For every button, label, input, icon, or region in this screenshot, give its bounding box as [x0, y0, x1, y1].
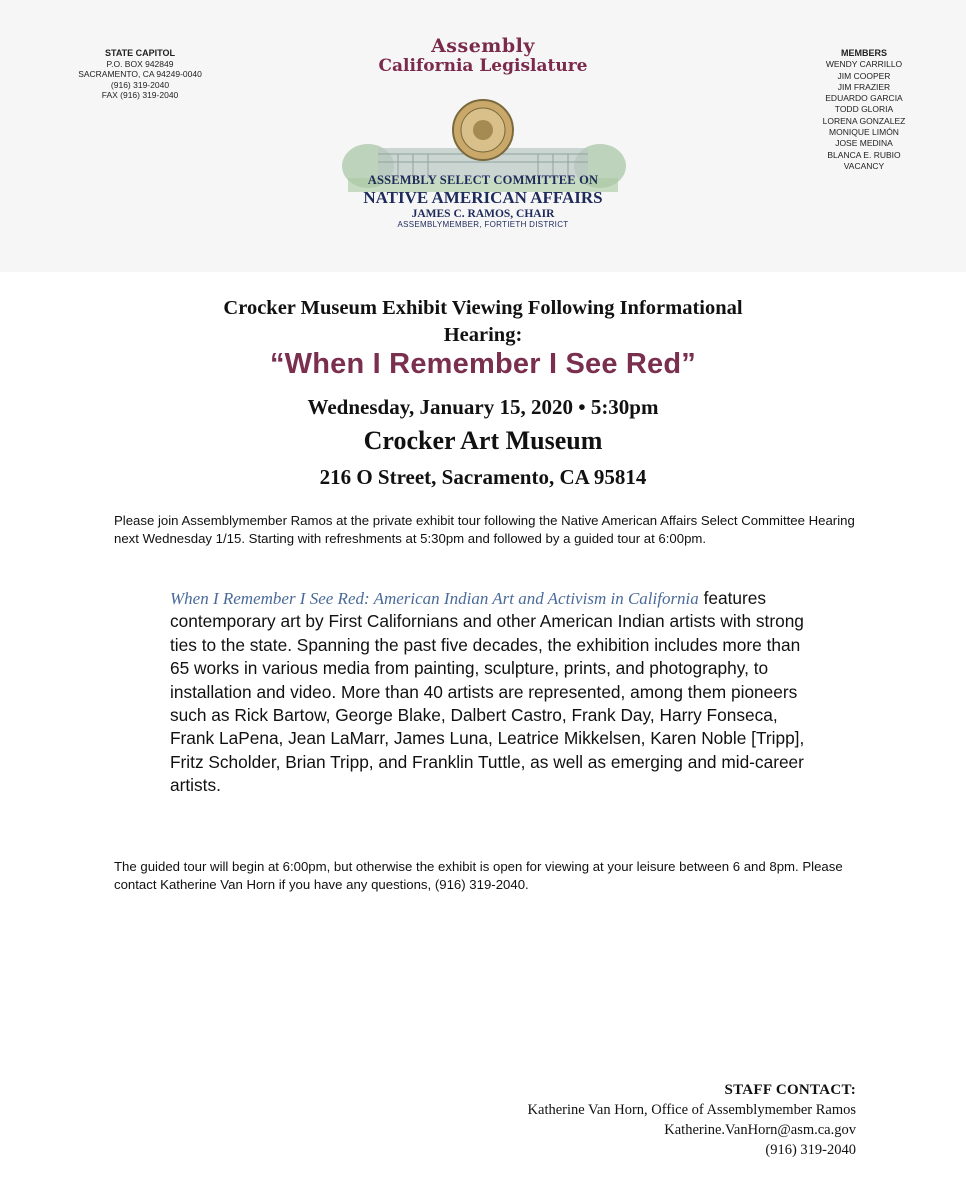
exhibit-full-title: When I Remember I See Red: American Indian Art and Activism in California — [170, 589, 699, 608]
member-name: JOSE MEDINA — [835, 138, 893, 149]
exhibit-title: “When I Remember I See Red” — [269, 348, 696, 380]
member-name: MONIQUE LIMÓN — [829, 127, 899, 138]
staff-contact — [420, 1080, 856, 1160]
address-line: P.O. BOX 942849 — [106, 58, 174, 69]
member-name: TODD GLORIA — [834, 104, 894, 115]
address-line: SACRAMENTO, CA 94249-0040 — [78, 69, 202, 79]
member-name: LORENA GONZALEZ — [822, 115, 906, 126]
assembly-title: Assembly — [431, 35, 535, 57]
exhibit-description-text: features contemporary art by First Californians and other American Indian artists with strong ties to the state. Spanning the past five decades, the exhibition includes more than 65 works in various media from painting, sculpture, prints, and photography, to installation and video. More than 40 artists are represented, among them pioneers such as Rick Bartow, George Blake, Dalbert Castro, Frank Day, Harry Fonseca, Frank LaPena, Jean LaMarr, James Luna, Leatrice Mikkelsen, Karen Noble [Tripp], Fritz Scholder, Brian Tripp, and Franklin Tuttle, as well as emerging and mid-career artists. — [170, 588, 805, 796]
members-list — [786, 48, 942, 172]
committee-district: ASSEMBLYMEMBER, FORTIETH DISTRICT — [397, 220, 569, 229]
tour-info-paragraph: The guided tour will begin at 6:00pm, but otherwise the exhibit is open for viewing at your leisure between 6 and 8pm. Please contact Katherine Van Horn if you have any questions, (916) 319-2040. — [114, 859, 843, 892]
legislature-subtitle: California Legislature — [378, 56, 588, 76]
committee-line1: ASSEMBLY SELECT COMMITTEE ON — [367, 173, 599, 187]
event-address: 216 O Street, Sacramento, CA 95814 — [319, 465, 647, 489]
member-name: VACANCY — [843, 160, 885, 171]
member-name: JIM FRAZIER — [837, 81, 891, 92]
letterhead — [0, 0, 966, 272]
member-name: JIM COOPER — [837, 70, 891, 81]
event-heading — [100, 295, 866, 349]
staff-contact-email: Katherine.VanHorn@asm.ca.gov — [664, 1122, 856, 1138]
staff-contact-phone: (916) 319-2040 — [765, 1142, 856, 1158]
invitation-paragraph: Please join Assemblymember Ramos at the private exhibit tour following the Native American Affairs Select Committee Hearing next Wednesday 1/15. Starting with refreshments at 5:30pm and followed by a guided tour at 6:00pm. — [114, 513, 855, 546]
member-name: WENDY CARRILLO — [825, 59, 903, 70]
committee-chair: JAMES C. RAMOS, CHAIR — [411, 208, 555, 220]
event-heading-line1: Crocker Museum Exhibit Viewing Following Informational — [223, 297, 743, 319]
staff-contact-heading: STAFF CONTACT: — [724, 1082, 856, 1098]
committee-name: NATIVE AMERICAN AFFAIRS — [363, 188, 603, 207]
staff-contact-name: Katherine Van Horn, Office of Assemblymember Ramos — [527, 1102, 856, 1118]
capitol-address — [60, 48, 220, 101]
committee-block — [318, 173, 648, 229]
event-venue: Crocker Art Museum — [363, 426, 603, 455]
assembly-seal-logo — [318, 36, 648, 246]
member-name: BLANCA E. RUBIO — [827, 149, 901, 160]
event-heading-line2: Hearing: — [443, 324, 523, 346]
exhibit-description — [170, 587, 820, 798]
event-date-time: Wednesday, January 15, 2020 • 5:30pm — [307, 395, 659, 419]
members-heading: MEMBERS — [840, 48, 887, 58]
address-line: FAX (916) 319-2040 — [101, 90, 179, 100]
address-line: (916) 319-2040 — [110, 79, 170, 90]
address-heading: STATE CAPITOL — [104, 48, 175, 58]
member-name: EDUARDO GARCIA — [825, 93, 903, 104]
